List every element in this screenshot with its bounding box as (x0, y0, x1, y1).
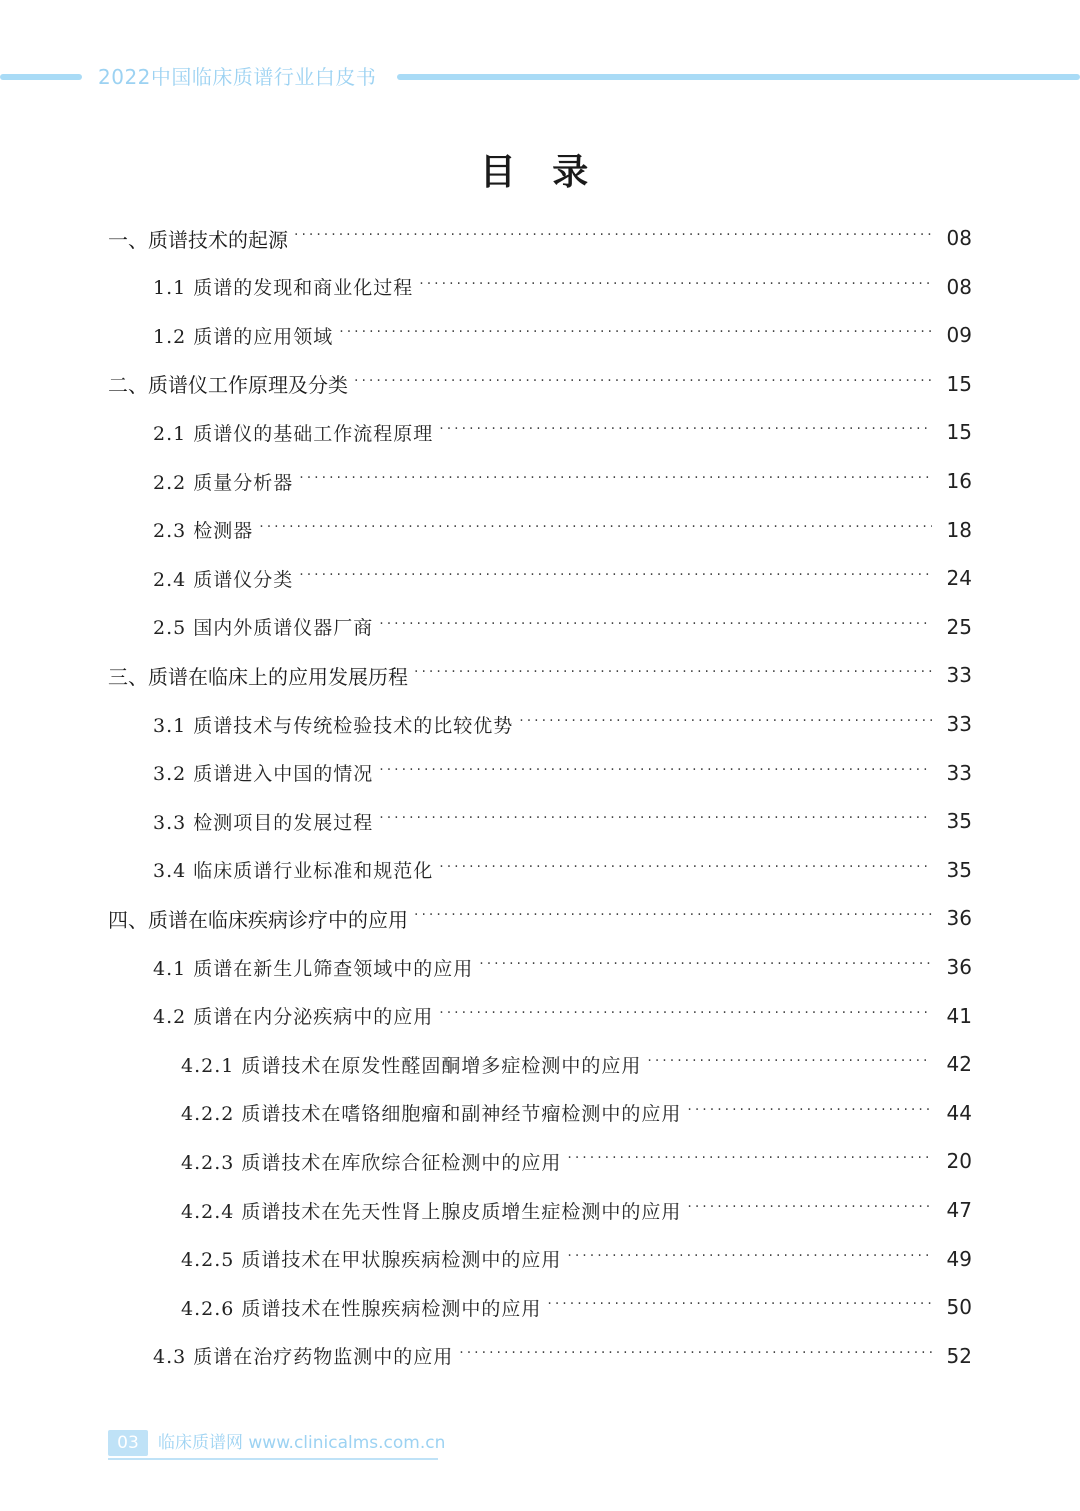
toc-entry[interactable] (153, 607, 972, 647)
toc-entry-page: 24 (946, 566, 972, 591)
toc-entry-label: 3.3 检测项目的发展过程 (153, 811, 374, 834)
toc-entry-page: 35 (946, 809, 972, 834)
header-bar-left (0, 74, 82, 80)
toc-entry-label: 4.2.4 质谱技术在先天性肾上腺皮质增生症检测中的应用 (181, 1200, 682, 1223)
toc-entry[interactable] (181, 1239, 972, 1279)
toc-entry-page: 35 (946, 857, 972, 882)
toc-entry-label: 4.1 质谱在新生儿筛查领域中的应用 (153, 957, 474, 980)
toc-entry-label: 4.2.5 质谱技术在甲状腺疾病检测中的应用 (181, 1249, 562, 1272)
toc-entry-page: 15 (946, 371, 972, 396)
toc-entry-page: 33 (946, 712, 972, 736)
toc-entry-page: 44 (946, 1100, 972, 1125)
toc-entry-label: 4.3 质谱在治疗药物监测中的应用 (153, 1346, 454, 1369)
toc-dot-leader (259, 510, 932, 550)
toc-dot-leader (687, 1093, 932, 1133)
footer-site-link[interactable]: 临床质谱网 www.clinicalms.com.cn (158, 1433, 446, 1453)
toc-dot-leader (299, 461, 932, 501)
toc-entry[interactable] (153, 1336, 972, 1376)
toc-entry-page: 09 (946, 323, 972, 348)
toc-entry[interactable] (181, 1044, 972, 1084)
toc-entry-label: 四、质谱在临床疾病诊疗中的应用 (108, 907, 408, 932)
toc-entry-page: 08 (946, 274, 972, 299)
toc-dot-leader (379, 607, 932, 647)
toc-entry-page: 08 (946, 226, 972, 250)
toc-entry-label: 4.2.3 质谱技术在库欣综合征检测中的应用 (181, 1151, 562, 1174)
toc-entry-label: 4.2.1 质谱技术在原发性醛固酮增多症检测中的应用 (181, 1054, 642, 1077)
page-header (0, 62, 1080, 92)
toc-dot-leader (547, 1287, 932, 1327)
toc-entry[interactable] (108, 218, 972, 258)
toc-dot-leader (687, 1190, 932, 1230)
toc-entry-label: 2.3 检测器 (153, 520, 254, 543)
toc-entry-label: 3.4 临床质谱行业标准和规范化 (153, 860, 434, 883)
toc-dot-leader (354, 364, 932, 404)
toc-entry-page: 36 (946, 955, 972, 979)
toc-entry[interactable] (153, 801, 972, 841)
toc-entry[interactable] (153, 315, 972, 355)
toc-entry-page: 42 (946, 1052, 972, 1077)
page-title: 目 录 (479, 152, 601, 193)
toc-entry-page: 36 (946, 906, 972, 931)
toc-entry-label: 一、质谱技术的起源 (108, 227, 288, 252)
toc-entry-label: 4.2 质谱在内分泌疾病中的应用 (153, 1006, 434, 1029)
toc-entry-label: 3.2 质谱进入中国的情况 (153, 763, 374, 786)
toc-entry-page: 33 (946, 663, 972, 688)
toc-dot-leader (414, 898, 932, 938)
toc-dot-leader (519, 704, 932, 744)
toc-entry-label: 2.1 质谱仪的基础工作流程原理 (153, 422, 434, 445)
toc-entry-label: 2.4 质谱仪分类 (153, 568, 294, 591)
toc-entry-label: 1.2 质谱的应用领域 (153, 325, 334, 348)
toc-entry[interactable] (153, 947, 972, 987)
toc-dot-leader (647, 1044, 932, 1084)
toc-dot-leader (414, 655, 932, 695)
toc-dot-leader (567, 1239, 932, 1279)
toc-entry[interactable] (153, 412, 972, 452)
toc-dot-leader (379, 801, 932, 841)
header-bar-right (397, 74, 1080, 80)
toc-dot-leader (419, 267, 932, 307)
toc-dot-leader (299, 558, 932, 598)
toc-dot-leader (459, 1336, 932, 1376)
toc-entry-label: 1.1 质谱的发现和商业化过程 (153, 277, 414, 300)
toc-entry-label: 2.5 国内外质谱仪器厂商 (153, 617, 374, 640)
toc-entry[interactable] (181, 1093, 972, 1133)
toc-dot-leader (439, 996, 932, 1036)
toc-entry[interactable] (153, 850, 972, 890)
toc-entry[interactable] (108, 655, 972, 695)
toc-entry-label: 2.2 质量分析器 (153, 471, 294, 494)
footer-underline (108, 1458, 438, 1460)
toc-entry[interactable] (153, 996, 972, 1036)
toc-dot-leader (379, 753, 932, 793)
toc-entry-page: 52 (946, 1343, 972, 1368)
toc-entry-page: 33 (946, 760, 972, 785)
toc-entry[interactable] (153, 510, 972, 550)
toc-entry[interactable] (153, 704, 972, 744)
toc-dot-leader (294, 218, 932, 258)
toc-entry-page: 20 (946, 1149, 972, 1174)
toc-entry[interactable] (153, 461, 972, 501)
toc-dot-leader (439, 850, 932, 890)
toc-dot-leader (439, 412, 932, 452)
toc-entry[interactable] (108, 364, 972, 404)
toc-entry-label: 三、质谱在临床上的应用发展历程 (108, 664, 408, 689)
toc-entry-label: 二、质谱仪工作原理及分类 (108, 373, 348, 398)
toc-entry[interactable] (153, 558, 972, 598)
toc-entry-page: 16 (946, 469, 972, 493)
toc-entry-page: 47 (946, 1198, 972, 1222)
toc-entry[interactable] (108, 898, 972, 938)
toc-entry-label: 4.2.2 质谱技术在嗜铬细胞瘤和副神经节瘤检测中的应用 (181, 1103, 682, 1126)
toc-dot-leader (339, 315, 932, 355)
toc-entry-page: 25 (946, 614, 972, 639)
toc-entry[interactable] (153, 267, 972, 307)
toc-dot-leader (479, 947, 932, 987)
toc-entry[interactable] (181, 1190, 972, 1230)
toc-entry[interactable] (153, 753, 972, 793)
page-number: 03 (108, 1430, 148, 1456)
toc-entry[interactable] (181, 1287, 972, 1327)
toc-entry-label: 3.1 质谱技术与传统检验技术的比较优势 (153, 714, 514, 737)
toc-entry-page: 49 (946, 1246, 972, 1271)
toc-entry-page: 15 (946, 420, 972, 445)
toc-entry-page: 41 (946, 1003, 972, 1028)
toc-entry-label: 4.2.6 质谱技术在性腺疾病检测中的应用 (181, 1297, 542, 1320)
toc-entry-page: 18 (946, 517, 972, 542)
toc-dot-leader (567, 1141, 932, 1181)
header-title: 2022中国临床质谱行业白皮书 (98, 65, 377, 89)
toc-entry[interactable] (181, 1141, 972, 1181)
toc-entry-page: 50 (946, 1295, 972, 1320)
